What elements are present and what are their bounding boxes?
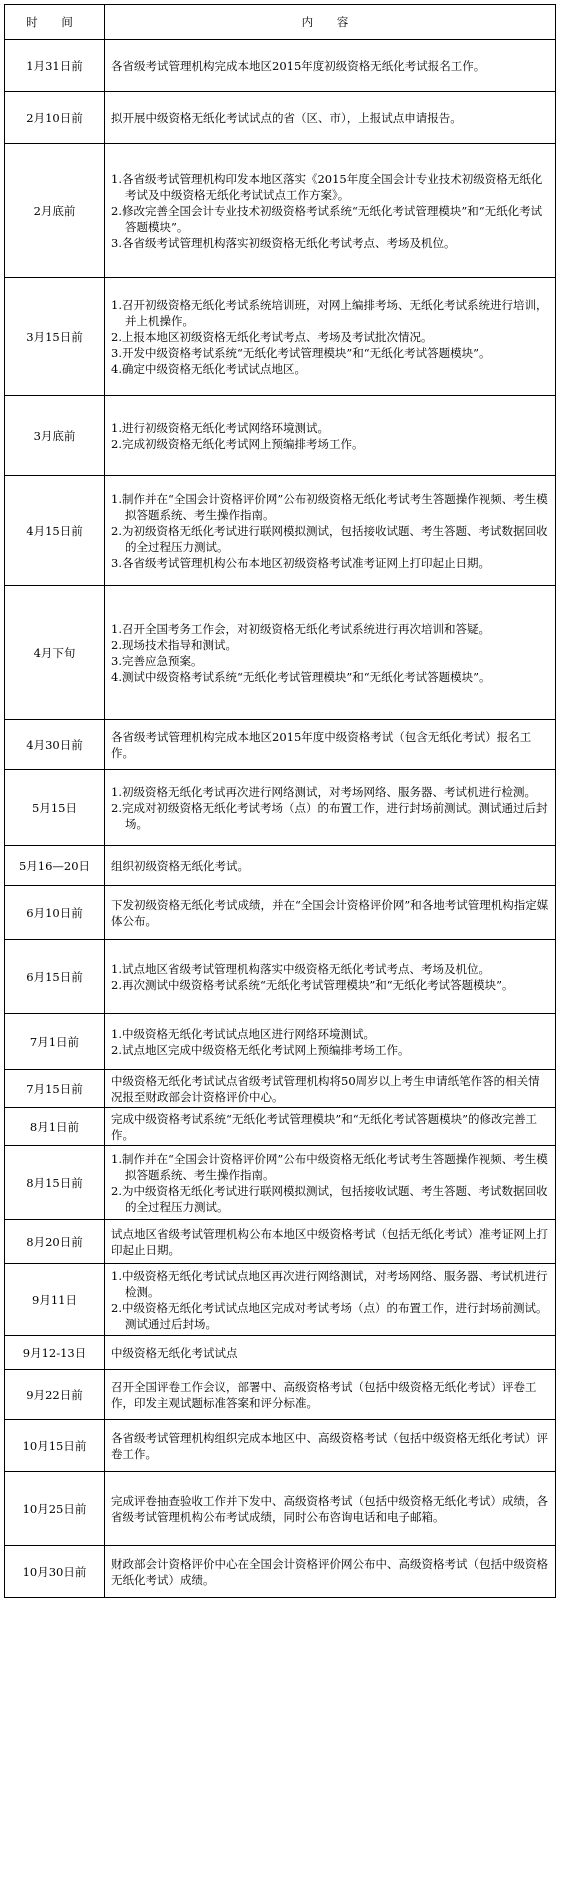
row-list-item: 1.初级资格无纸化考试再次进行网络测试，对考场网络、服务器、考试机进行检测。	[111, 784, 536, 799]
row-text: 拟开展中级资格无纸化考试试点的省（区、市），上报试点申请报告。	[111, 110, 462, 125]
row-list-item: 2.完成初级资格无纸化考试网上预编排考场工作。	[111, 436, 364, 451]
row-list-item: 1.中级资格无纸化考试试点地区再次进行网络测试，对考场网络、服务器、考试机进行检测。	[111, 1268, 548, 1299]
row-list	[111, 491, 549, 571]
row-list-item: 2.中级资格无纸化考试试点地区完成对考试考场（点）的布置工作，进行封场前测试。测试通过后封场。	[111, 1300, 548, 1331]
row-text: 召开全国评卷工作会议，部署中、高级资格考试（包括中级资格无纸化考试）评卷工作，印发主观试题标准答案和评分标准。	[111, 1379, 537, 1410]
table-row	[5, 720, 556, 770]
row-list-item: 3.完善应急预案。	[111, 653, 203, 668]
row-date: 7月15日前	[5, 1070, 105, 1108]
table-row	[5, 144, 556, 278]
row-date: 4月30日前	[5, 720, 105, 770]
table-row	[5, 278, 556, 396]
row-date: 7月1日前	[5, 1014, 105, 1070]
row-date: 2月10日前	[5, 92, 105, 144]
row-content	[105, 770, 556, 846]
table-row	[5, 476, 556, 586]
table-row	[5, 940, 556, 1014]
row-text: 各省级考试管理机构完成本地区2015年度初级资格无纸化考试报名工作。	[111, 58, 486, 73]
row-list	[111, 961, 549, 993]
table-row	[5, 1146, 556, 1220]
table-row	[5, 1370, 556, 1420]
row-date: 5月15日	[5, 770, 105, 846]
row-date: 3月底前	[5, 396, 105, 476]
row-list-item: 2.上报本地区初级资格无纸化考试考点、考场及考试批次情况。	[111, 329, 433, 344]
row-text: 各省级考试管理机构组织完成本地区中、高级资格考试（包括中级资格无纸化考试）评卷工作。	[111, 1430, 548, 1461]
row-content	[105, 1070, 556, 1108]
row-date: 9月22日前	[5, 1370, 105, 1420]
row-list-item: 1.试点地区省级考试管理机构落实中级资格无纸化考试考点、考场及机位。	[111, 961, 490, 976]
row-content	[105, 1336, 556, 1370]
row-content	[105, 92, 556, 144]
row-date: 4月下旬	[5, 586, 105, 720]
row-list-item: 2.为初级资格无纸化考试进行联网模拟测试，包括接收试题、考生答题、考试数据回收的全过程压力测试。	[111, 523, 548, 554]
table-row	[5, 1070, 556, 1108]
table-row	[5, 846, 556, 886]
table-row	[5, 92, 556, 144]
row-list-item: 1.各省级考试管理机构印发本地区落实《2015年度全国会计专业技术初级资格无纸化考试及中级资格无纸化考试试点工作方案》。	[111, 171, 543, 202]
row-content	[105, 586, 556, 720]
row-date: 3月15日前	[5, 278, 105, 396]
table-row	[5, 586, 556, 720]
table-row	[5, 1420, 556, 1472]
row-content	[105, 1546, 556, 1598]
row-date: 2月底前	[5, 144, 105, 278]
row-list	[111, 1268, 549, 1332]
row-date: 6月10日前	[5, 886, 105, 940]
row-content	[105, 40, 556, 92]
row-list-item: 2.试点地区完成中级资格无纸化考试网上预编排考场工作。	[111, 1042, 410, 1057]
row-list-item: 1.召开初级资格无纸化考试系统培训班，对网上编排考场、无纸化考试系统进行培训，并上机操作。	[111, 297, 548, 328]
row-content	[105, 1370, 556, 1420]
table-row	[5, 1336, 556, 1370]
row-list-item: 1.制作并在“全国会计资格评价网”公布初级资格无纸化考试考生答题操作视频、考生模拟答题系统、考生操作指南。	[111, 491, 548, 522]
row-text: 下发初级资格无纸化考试成绩，并在“全国会计资格评价网”和各地考试管理机构指定媒体公布。	[111, 897, 549, 928]
row-list	[111, 1151, 549, 1215]
row-list-item: 1.进行初级资格无纸化考试网络环境测试。	[111, 420, 329, 435]
row-content	[105, 278, 556, 396]
row-text: 组织初级资格无纸化考试。	[111, 858, 249, 873]
row-list-item: 1.中级资格无纸化考试试点地区进行网络环境测试。	[111, 1026, 375, 1041]
row-content	[105, 1014, 556, 1070]
row-list-item: 2.再次测试中级资格考试系统“无纸化考试管理模块”和“无纸化考试答题模块”。	[111, 977, 514, 992]
row-content	[105, 940, 556, 1014]
row-content	[105, 1472, 556, 1546]
row-content	[105, 1220, 556, 1264]
header-date: 时 间	[5, 5, 105, 40]
table-row	[5, 1014, 556, 1070]
row-content	[105, 886, 556, 940]
table-row	[5, 1108, 556, 1146]
table-row	[5, 770, 556, 846]
row-date: 4月15日前	[5, 476, 105, 586]
table-row	[5, 886, 556, 940]
row-list-item: 1.制作并在“全国会计资格评价网”公布中级资格无纸化考试考生答题操作视频、考生模拟答题系统、考生操作指南。	[111, 1151, 548, 1182]
row-content	[105, 1146, 556, 1220]
row-list-item: 2.完成对初级资格无纸化考试考场（点）的布置工作，进行封场前测试。测试通过后封场。	[111, 800, 548, 831]
row-content	[105, 144, 556, 278]
row-list	[111, 784, 549, 832]
row-date: 9月12-13日	[5, 1336, 105, 1370]
row-content	[105, 396, 556, 476]
row-list	[111, 171, 549, 251]
row-date: 8月15日前	[5, 1146, 105, 1220]
row-list	[111, 1026, 549, 1058]
row-list	[111, 420, 549, 452]
row-text: 中级资格无纸化考试试点	[111, 1345, 238, 1360]
row-list-item: 3.各省级考试管理机构落实初级资格无纸化考试考点、考场及机位。	[111, 235, 456, 250]
row-date: 8月20日前	[5, 1220, 105, 1264]
row-date: 10月15日前	[5, 1420, 105, 1472]
row-content	[105, 1420, 556, 1472]
row-date: 8月1日前	[5, 1108, 105, 1146]
row-text: 试点地区省级考试管理机构公布本地区中级资格考试（包括无纸化考试）准考证网上打印起止日期。	[111, 1226, 548, 1257]
row-list-item: 3.开发中级资格考试系统“无纸化考试管理模块”和“无纸化考试答题模块”。	[111, 345, 491, 360]
row-text: 各省级考试管理机构完成本地区2015年度中级资格考试（包含无纸化考试）报名工作。	[111, 729, 532, 760]
header-content: 内 容	[105, 5, 556, 40]
row-list-item: 4.确定中级资格无纸化考试试点地区。	[111, 361, 306, 376]
row-text: 完成中级资格考试系统“无纸化考试管理模块”和“无纸化考试答题模块”的修改完善工作。	[111, 1111, 538, 1142]
table-row	[5, 1220, 556, 1264]
row-date: 9月11日	[5, 1264, 105, 1336]
table-row	[5, 396, 556, 476]
row-date: 5月16—20日	[5, 846, 105, 886]
row-list	[111, 297, 549, 377]
row-date: 6月15日前	[5, 940, 105, 1014]
table-row	[5, 1472, 556, 1546]
table-row	[5, 1264, 556, 1336]
row-list-item: 2.修改完善全国会计专业技术初级资格考试系统“无纸化考试管理模块”和“无纸化考试答题模块”。	[111, 203, 543, 234]
row-content	[105, 1264, 556, 1336]
row-list-item: 3.各省级考试管理机构公布本地区初级资格考试准考证网上打印起止日期。	[111, 555, 490, 570]
row-date: 10月30日前	[5, 1546, 105, 1598]
row-text: 完成评卷抽查验收工作并下发中、高级资格考试（包括中级资格无纸化考试）成绩，各省级考试管理机构公布考试成绩，同时公布咨询电话和电子邮箱。	[111, 1493, 548, 1524]
row-text: 财政部会计资格评价中心在全国会计资格评价网公布中、高级资格考试（包括中级资格无纸化考试）成绩。	[111, 1556, 548, 1587]
row-text: 中级资格无纸化考试试点省级考试管理机构将50周岁以上考生申请纸笔作答的相关情况报至财政部会计资格评价中心。	[111, 1073, 540, 1104]
row-list-item: 1.召开全国考务工作会，对初级资格无纸化考试系统进行再次培训和答疑。	[111, 621, 490, 636]
table-row	[5, 40, 556, 92]
row-list	[111, 621, 549, 685]
table-header-row	[5, 5, 556, 40]
row-date: 10月25日前	[5, 1472, 105, 1546]
row-content	[105, 476, 556, 586]
row-list-item: 4.测试中级资格考试系统“无纸化考试管理模块”和“无纸化考试答题模块”。	[111, 669, 491, 684]
row-content	[105, 846, 556, 886]
row-date: 1月31日前	[5, 40, 105, 92]
row-list-item: 2.为中级资格无纸化考试进行联网模拟测试，包括接收试题、考生答题、考试数据回收的全过程压力测试。	[111, 1183, 548, 1214]
row-content	[105, 1108, 556, 1146]
row-content	[105, 720, 556, 770]
schedule-table	[4, 4, 556, 1598]
row-list-item: 2.现场技术指导和测试。	[111, 637, 237, 652]
table-row	[5, 1546, 556, 1598]
